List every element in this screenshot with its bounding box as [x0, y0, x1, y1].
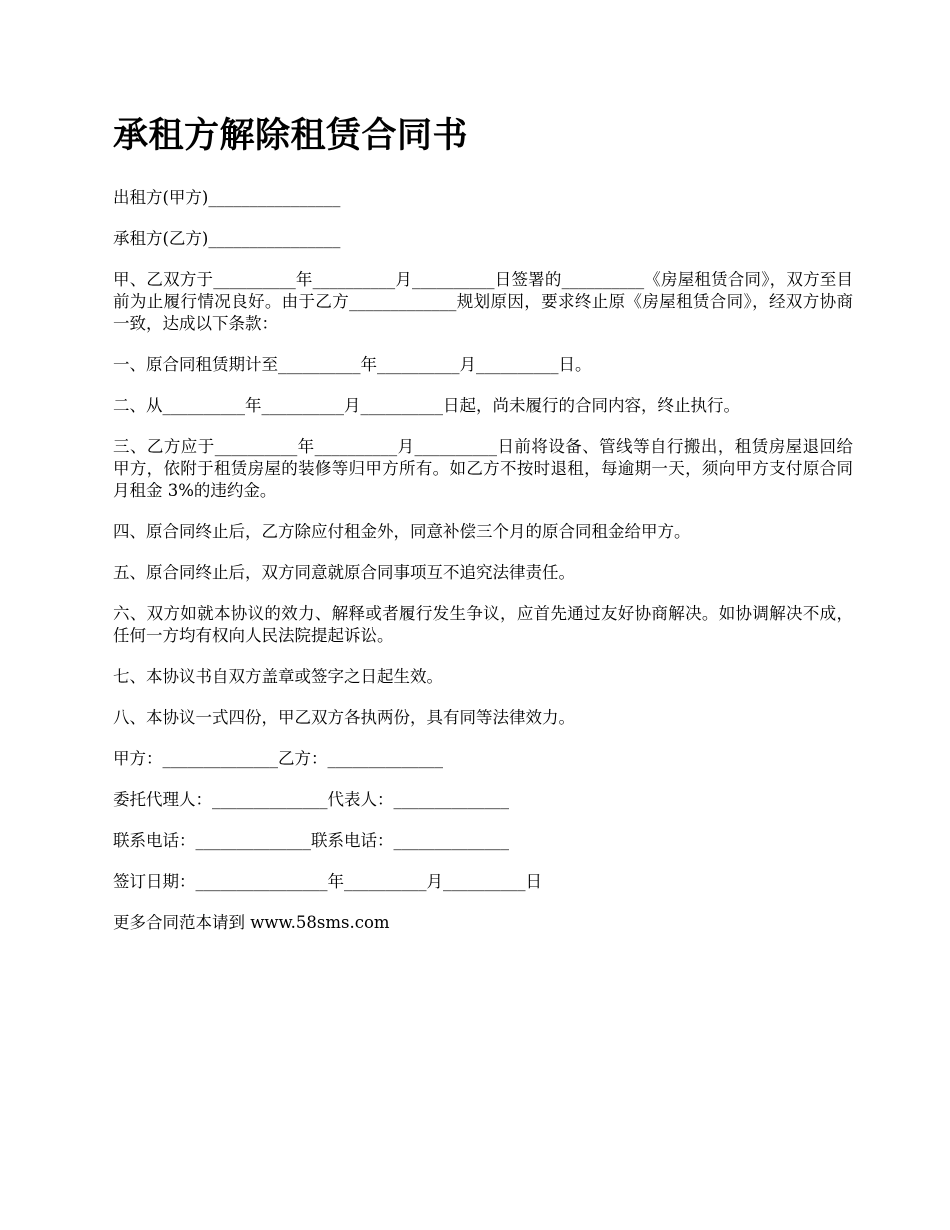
signing-date-line: 签订日期：________________年__________月__________日: [113, 872, 542, 891]
contact-phone-line: 联系电话：______________联系电话：______________: [113, 831, 509, 850]
clause-7: 七、本协议书自双方盖章或签字之日起生效。: [113, 667, 443, 686]
clause-8: 八、本协议一式四份，甲乙双方各执两份，具有同等法律效力。: [113, 708, 575, 727]
clause-2: 二、从__________年__________月__________日起，尚未履行的合同内容，终止执行。: [113, 396, 740, 415]
clause-4: 四、原合同终止后，乙方除应付租金外，同意补偿三个月的原合同租金给甲方。: [113, 522, 691, 541]
document-title: 承租方解除租赁合同书: [113, 115, 469, 156]
preamble-paragraph: 甲、乙双方于__________年__________月__________日签署的__________《房屋租赁合同》，双方至目前为止履行情况良好。由于乙方_____________规划原因，要求终止原《房屋租赁合同》，经双方协商一致，达成以下条款：: [113, 270, 853, 333]
footer-note: 更多合同范本请到 www.58sms.com: [113, 913, 390, 932]
agent-representative-line: 委托代理人：______________代表人：______________: [113, 790, 509, 809]
lessee-line: 承租方(乙方)________________: [113, 229, 341, 248]
clause-1: 一、原合同租赁期计至__________年__________月__________日。: [113, 355, 592, 374]
clause-3: 三、乙方应于__________年__________月__________日前将设备、管线等自行搬出，租赁房屋退回给甲方，依附于租赁房屋的装修等归甲方所有。如乙方不按时退租，每逾期一天，须向甲方支付原合同月租金 3%的违约金。: [113, 437, 853, 500]
lessor-line: 出租方(甲方)________________: [113, 188, 341, 207]
signature-parties-line: 甲方：______________乙方：______________: [113, 749, 443, 768]
document-page: [113, 112, 853, 953]
clause-5: 五、原合同终止后，双方同意就原合同事项互不追究法律责任。: [113, 563, 575, 582]
clause-6: 六、双方如就本协议的效力、解释或者履行发生争议，应首先通过友好协商解决。如协调解决不成，任何一方均有权向人民法院提起诉讼。: [113, 604, 853, 645]
